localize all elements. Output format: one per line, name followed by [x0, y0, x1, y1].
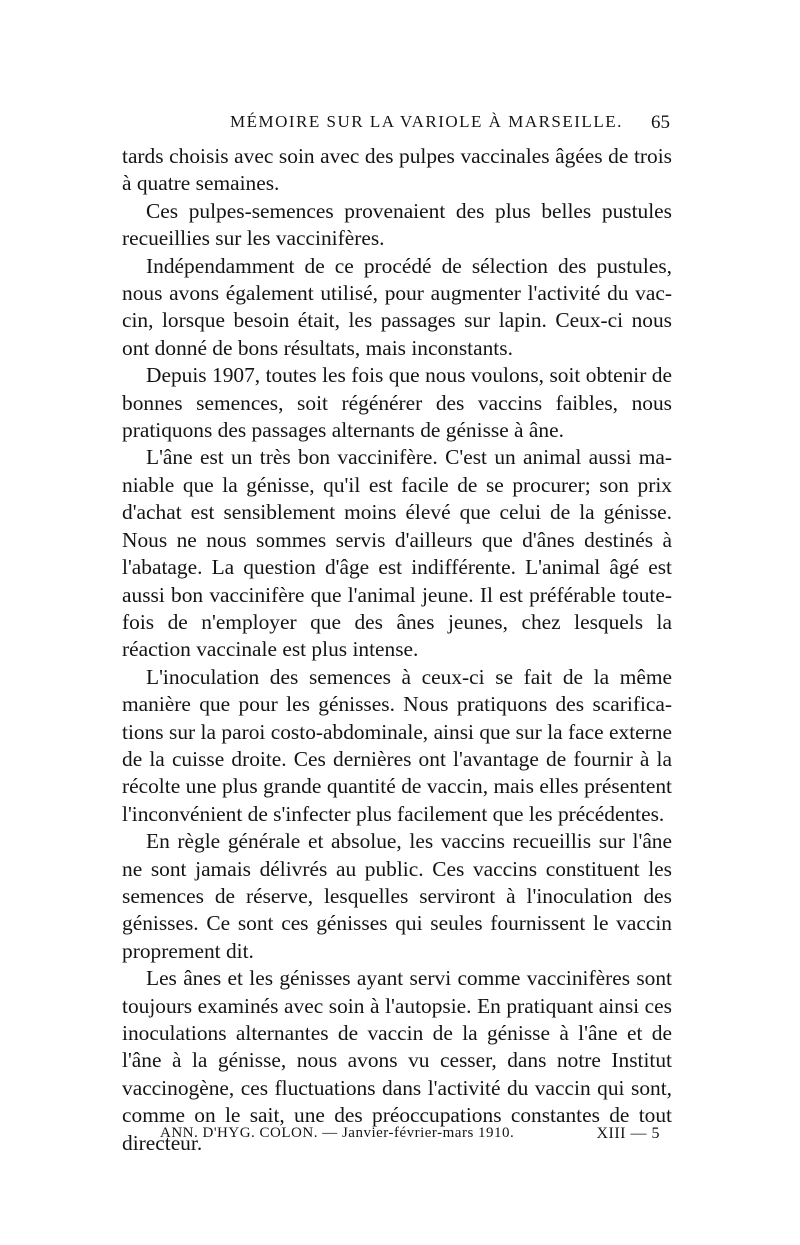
paragraph: Ces pulpes-semences provenaient des plus belles pustules recueillies sur les vaccinifères.: [122, 198, 672, 251]
paragraph: L'âne est un très bon vaccinifère. C'est un animal aussi maniable que la génisse, qu'il est facile de se procurer; son prix d'achat est sensiblement moins élevé que celui de la génisse. Nous ne nous sommes servis d'ailleurs que d'ânes destinés à l'abatage. La question d'âge est indifférente. L'animal âgé est aussi bon vaccinifère que l'animal jeune. Il est préférable toutefois de n'employer que des ânes jeunes, chez lesquels la réaction vaccinale est plus intense.: [122, 445, 672, 662]
signature-mark: XIII — 5: [596, 1125, 660, 1142]
paragraph: L'inoculation des semences à ceux-ci se fait de la même manière que pour les génisses. Nous pratiquons des scarifications sur la paroi costo-abdominale, ainsi que sur la face externe de la cuisse droite. Ces dernières ont l'avantage de fournir à la récolte une plus grande quantité de vaccin, mais elles présentent l'inconvénient de s'infecter plus facilement que les précédentes.: [122, 664, 672, 826]
paragraph: tards choisis avec soin avec des pulpes vaccinales âgées de trois à quatre semaines.: [122, 144, 672, 196]
paragraph: Depuis 1907, toutes les fois que nous voulons, soit obtenir de bonnes semences, soit régénérer des vaccins faibles, nous pratiquons des passages alternants de génisse à âne.: [122, 363, 672, 443]
body-text: [122, 143, 672, 1157]
journal-reference: ANN. D'HYG. COLON. — Janvier-février-mars 1910.: [160, 1125, 515, 1141]
paragraph: Les ânes et les génisses ayant servi comme vaccinifères sont toujours examinés avec soin à l'autopsie. En pratiquant ainsi ces inoculations alternantes de vaccin de la génisse à l'âne et de l'âne à la génisse, nous avons vu cesser, dans notre Institut vaccinogène, ces fluctuations dans l'activité du vaccin qui sont, comme on le sait, une des préoccupations constantes de tout directeur.: [122, 966, 672, 1155]
running-head: [134, 112, 670, 138]
page-number: 65: [651, 112, 670, 133]
paragraph: En règle générale et absolue, les vaccins recueillis sur l'âne ne sont jamais délivrés au public. Ces vaccins constituent les semences de réserve, lesquelles serviront à l'inoculation des génisses. Ce sont ces génisses qui seules fournissent le vaccin proprement dit.: [122, 829, 672, 963]
page-footer: [160, 1125, 660, 1147]
running-title: MÉMOIRE SUR LA VARIOLE À MARSEILLE.: [230, 112, 623, 131]
paragraph: Indépendamment de ce procédé de sélection des pustules, nous avons également utilisé, pour augmenter l'activité du vaccin, lorsque besoin était, les passages sur lapin. Ceux-ci nous ont donné de bons résultats, mais inconstants.: [122, 253, 672, 360]
